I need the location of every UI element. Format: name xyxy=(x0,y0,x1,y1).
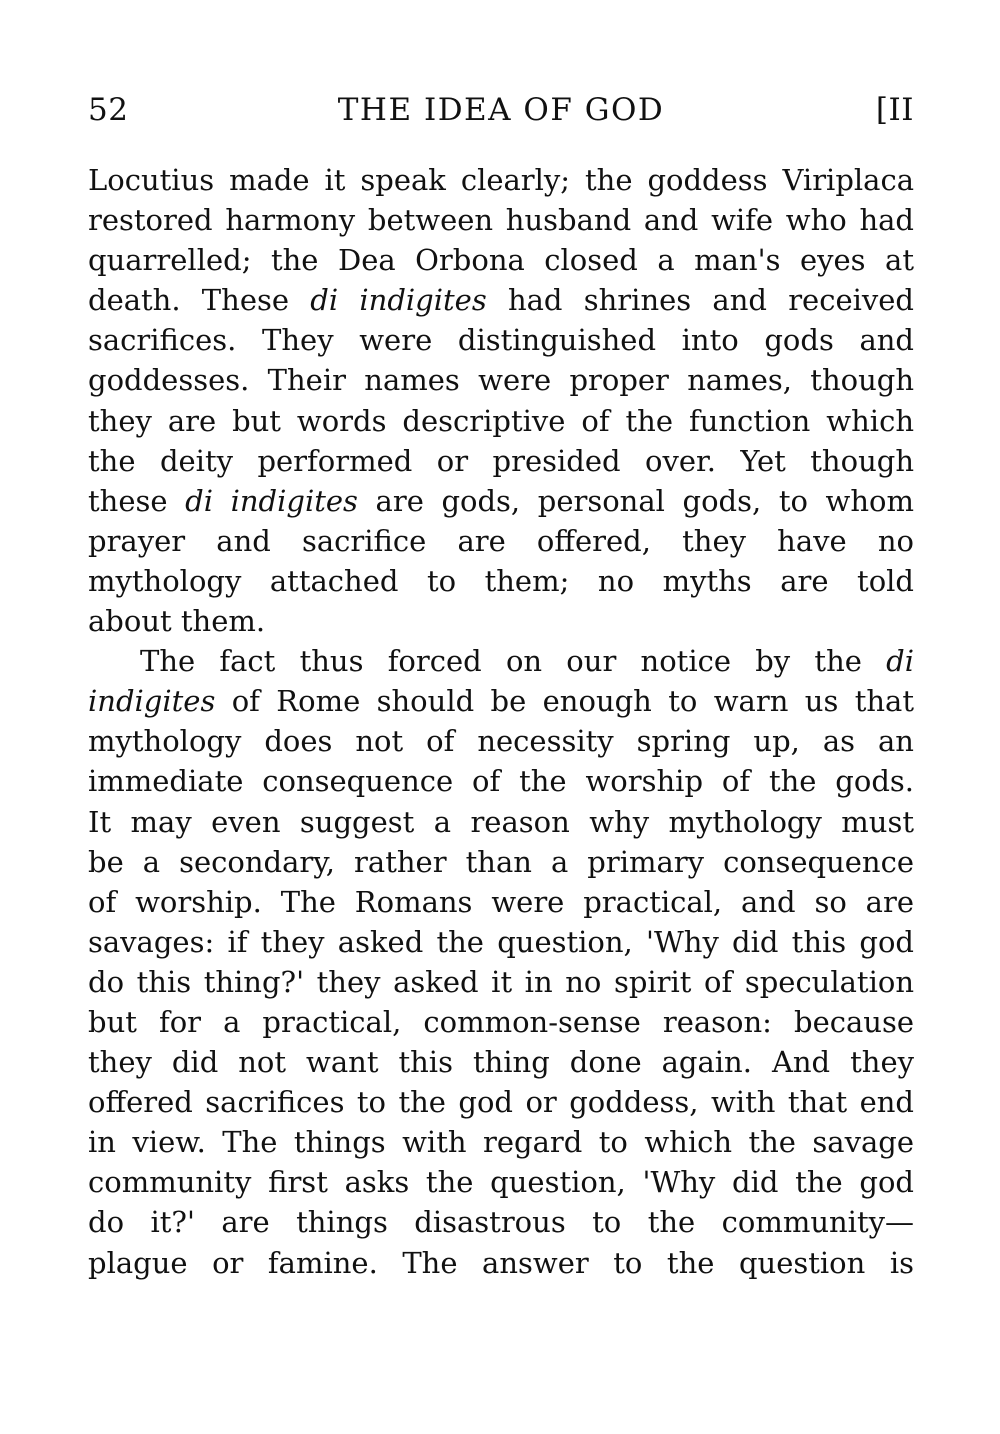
text-line: they did not want this thing done again. And they xyxy=(88,1045,914,1080)
paragraph-end-line: about them. xyxy=(88,604,266,639)
text-line: plague or famine. The answer to the question is xyxy=(88,1245,914,1280)
text-line: mythology does not of necessity spring up, as an xyxy=(88,724,914,759)
running-head xyxy=(88,88,914,132)
text-line: mythology attached to them; no myths are told xyxy=(88,563,914,598)
text-line: goddesses. Their names were proper names, though xyxy=(88,363,914,398)
text-line: of worship. The Romans were practical, and so are xyxy=(88,884,914,919)
text-line: do this thing?' they asked it in no spirit of speculation xyxy=(88,964,914,999)
italic-term: di indigites xyxy=(310,283,487,318)
text-line: prayer and sacrifice are offered, they have no xyxy=(88,523,914,558)
text-line: do it?' are things disastrous to the community— xyxy=(88,1205,914,1240)
text-line: in view. The things with regard to which the savage xyxy=(88,1125,914,1160)
italic-term: di xyxy=(886,644,914,679)
body-text xyxy=(88,160,914,1283)
paragraph-first-line: The fact thus forced on our notice by the di xyxy=(140,644,914,679)
text-line: community first asks the question, 'Why did the god xyxy=(88,1165,914,1200)
text-line: offered sacrifices to the god or goddess, with that end xyxy=(88,1085,914,1120)
chapter-mark: [II xyxy=(875,92,914,128)
italic-term: di indigites xyxy=(185,483,358,518)
text-line: Locutius made it speak clearly; the goddess Viriplaca xyxy=(88,163,914,197)
text-line: It may even suggest a reason why mythology must xyxy=(88,804,914,839)
text-line: these di indigites are gods, personal gods, to whom xyxy=(88,483,914,518)
text-line: but for a practical, common-sense reason: because xyxy=(88,1004,914,1039)
text-line: they are but words descriptive of the function which xyxy=(88,403,914,438)
text-line: savages: if they asked the question, 'Why did this god xyxy=(88,924,914,959)
page-number: 52 xyxy=(88,92,129,128)
text-line: quarrelled; the Dea Orbona closed a man's eyes at xyxy=(88,243,914,278)
text-line: be a secondary, rather than a primary consequence xyxy=(88,844,914,879)
text-line: restored harmony between husband and wife who had xyxy=(88,203,914,238)
text-line: immediate consequence of the worship of the gods. xyxy=(88,764,914,799)
text-line: sacrifices. They were distinguished into gods and xyxy=(88,323,914,358)
text-line: the deity performed or presided over. Yet though xyxy=(88,443,914,478)
text-line: death. These di indigites had shrines and received xyxy=(88,283,914,318)
text-line: indigites of Rome should be enough to warn us that xyxy=(88,684,914,719)
italic-term: indigites xyxy=(88,684,216,719)
running-title: THE IDEA OF GOD xyxy=(337,92,665,128)
